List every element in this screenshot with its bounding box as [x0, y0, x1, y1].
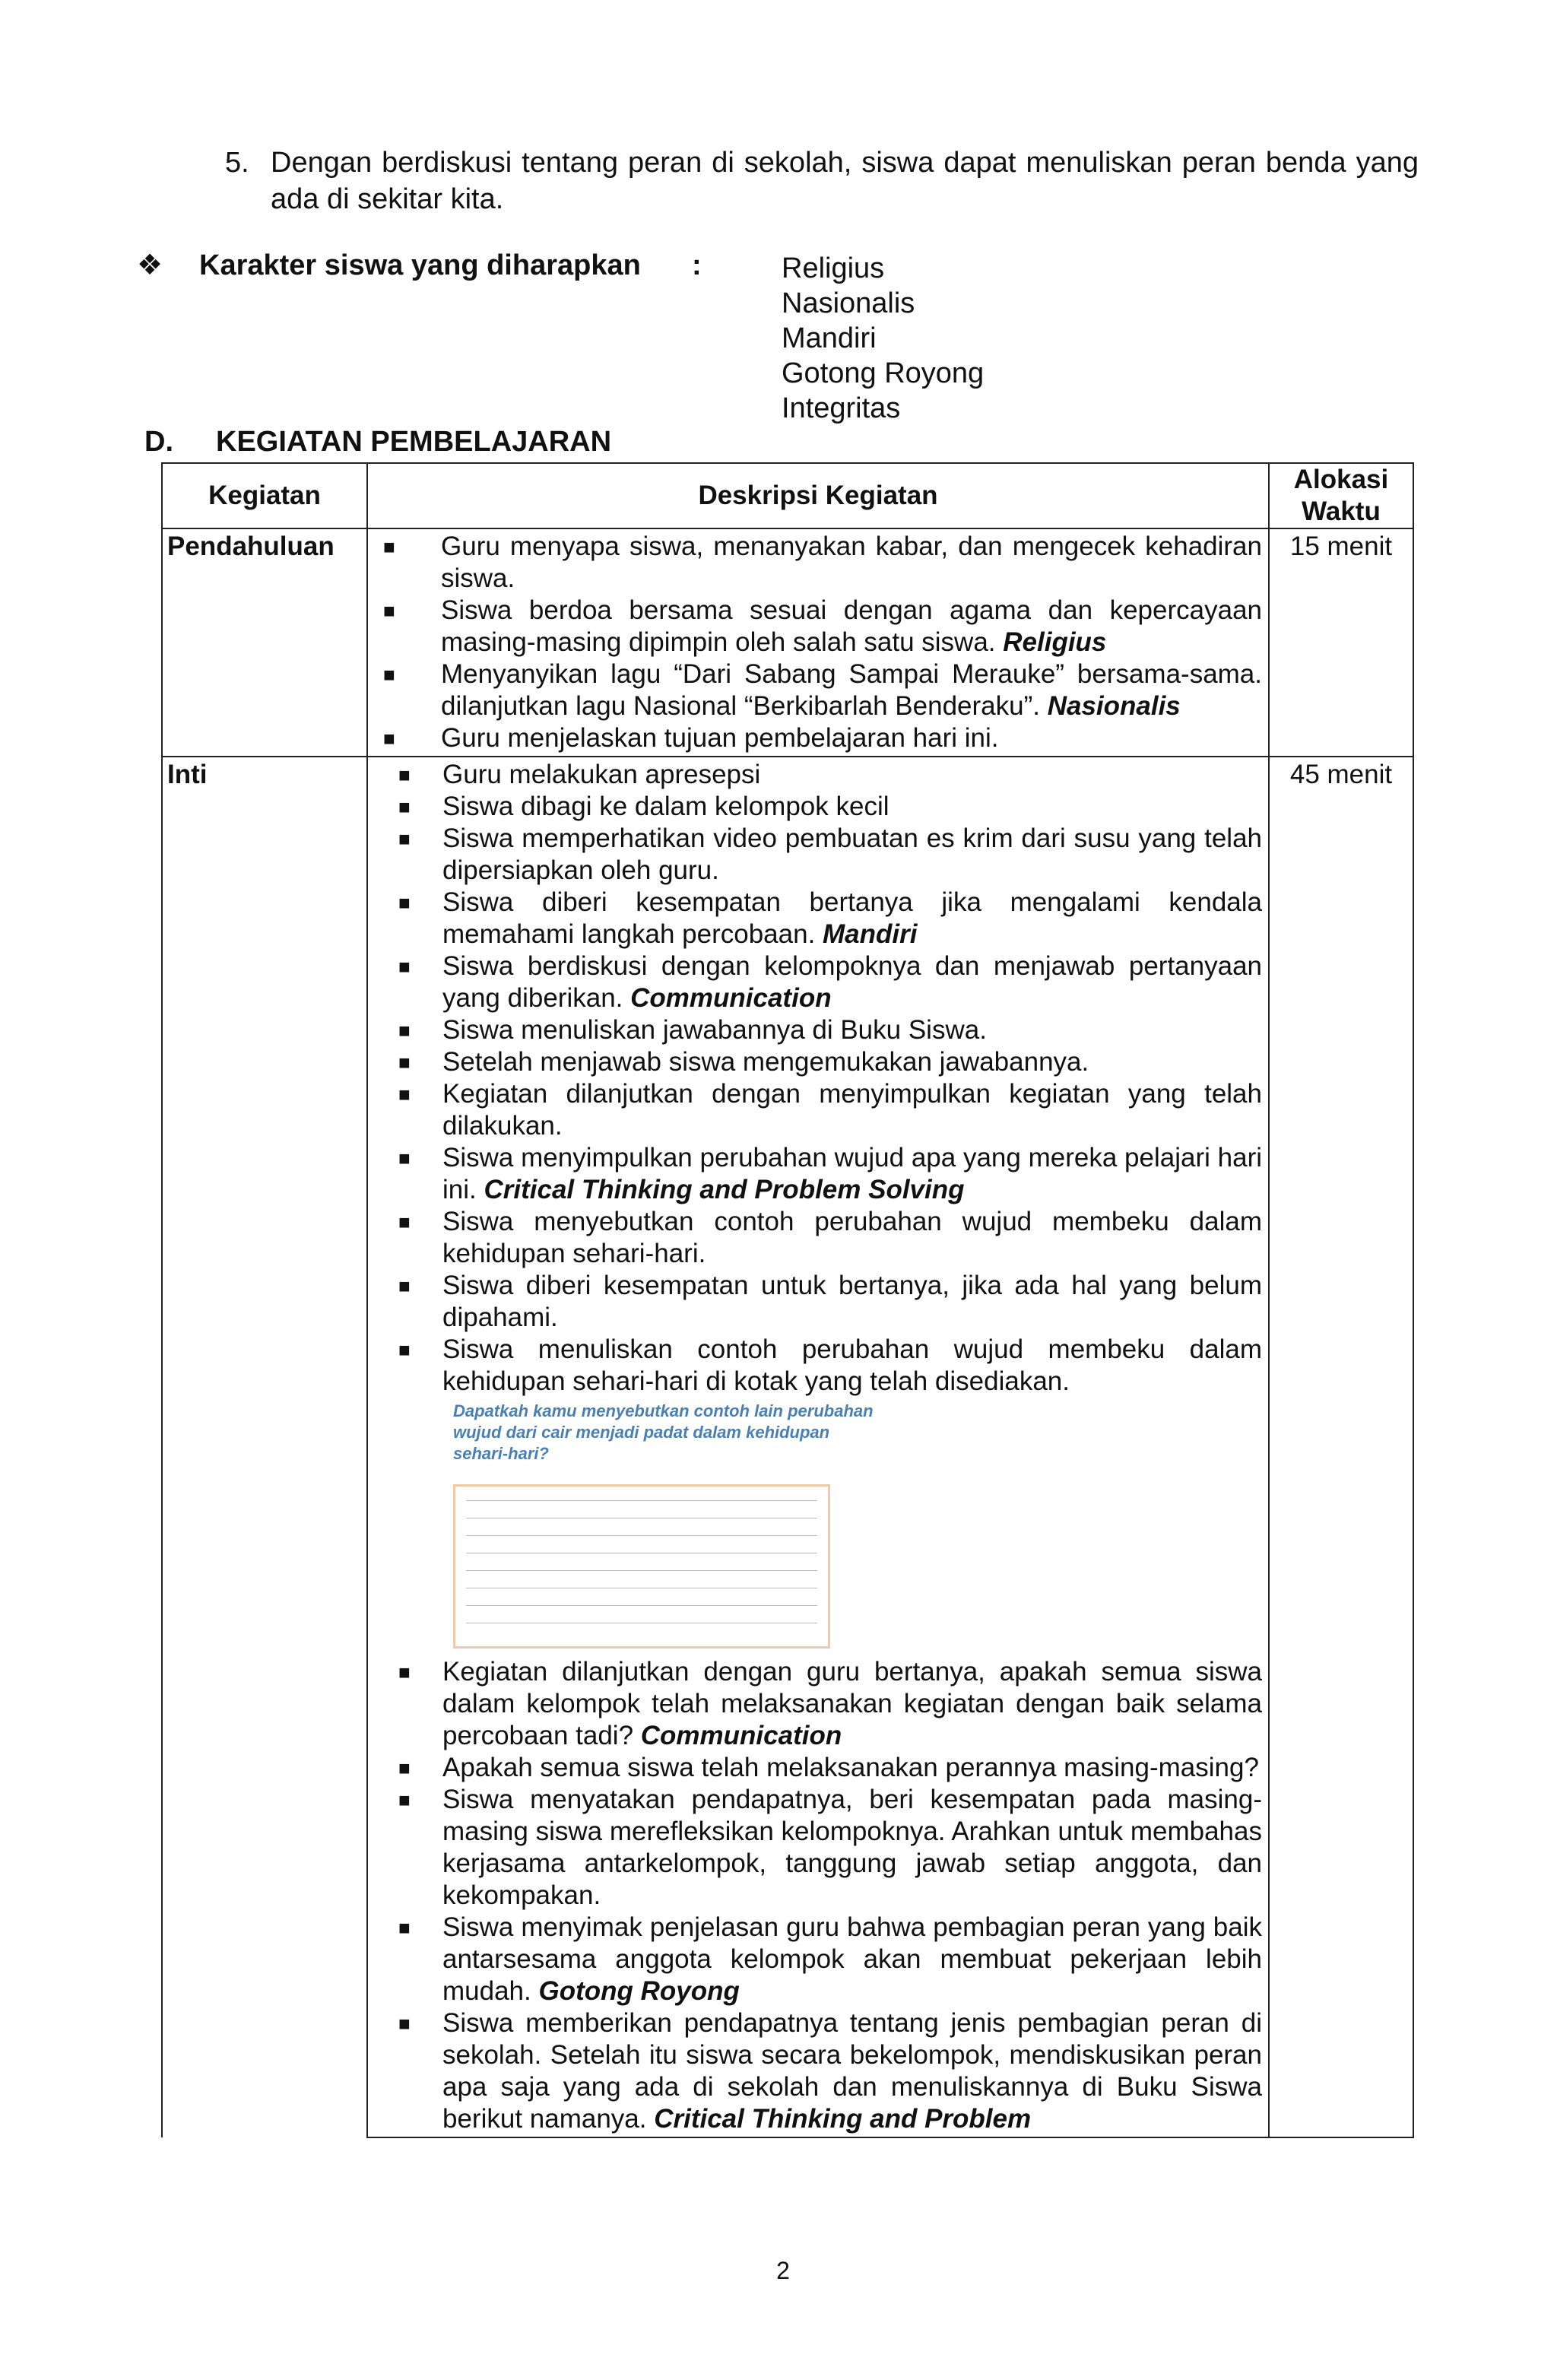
phase-time: 15 menit — [1269, 528, 1413, 757]
item-text: Siswa berdiskusi dengan kelompoknya dan menjawab pertanyaan yang diberikan. — [442, 951, 1262, 1013]
square-bullet-icon: ■ — [398, 1147, 411, 1169]
square-bullet-icon: ■ — [398, 2012, 411, 2035]
section-title: KEGIATAN PEMBELAJARAN — [216, 426, 612, 458]
list-item — [373, 759, 1262, 791]
item-text: Siswa menuliskan contoh perubahan wujud membeku dalam kehidupan sehari-hari di kotak yang telah disediakan. — [442, 1334, 1262, 1396]
item-text: Guru menyapa siswa, menanyakan kabar, dan mengecek kehadiran siswa. — [441, 532, 1262, 593]
list-item — [373, 1078, 1262, 1142]
character-tag: Nasionalis — [1047, 691, 1181, 721]
list-item — [373, 1142, 1262, 1206]
character-value: Mandiri — [782, 322, 877, 354]
list-item — [373, 595, 1262, 658]
list-item — [373, 1206, 1262, 1270]
character-value: Integritas — [782, 392, 901, 424]
character-colon: : — [692, 249, 702, 281]
list-item — [373, 1656, 1262, 1752]
item-text: Guru menjelaskan tujuan pembelajaran hari ini. — [441, 723, 999, 753]
activity-table — [161, 462, 1414, 2138]
answer-line — [466, 1623, 817, 1640]
phase-name: Inti — [162, 757, 367, 2137]
list-item — [373, 1014, 1262, 1046]
character-tag: Communication — [630, 983, 832, 1013]
item-text: Siswa menyimpulkan perubahan wujud apa yang mereka pelajari hari ini. — [442, 1143, 1262, 1204]
item-text: Setelah menjawab siswa mengemukakan jawabannya. — [442, 1047, 1089, 1077]
item-text: Siswa diberi kesempatan bertanya jika mengalami kendala memahami langkah percobaan. — [442, 887, 1262, 949]
square-bullet-icon: ■ — [398, 1756, 411, 1779]
answer-line — [466, 1570, 817, 1588]
list-item — [373, 1046, 1262, 1078]
character-tag: Critical Thinking and Problem — [654, 2104, 1032, 2134]
character-values — [782, 251, 1086, 426]
square-bullet-icon: ■ — [398, 1788, 411, 1811]
answer-line — [466, 1588, 817, 1605]
answer-line — [466, 1535, 817, 1553]
table-row-pendahuluan — [162, 528, 1413, 757]
square-bullet-icon: ■ — [398, 1083, 411, 1106]
square-bullet-icon: ■ — [398, 1019, 411, 1042]
square-bullet-icon: ■ — [398, 1661, 411, 1683]
answer-line — [466, 1553, 817, 1570]
square-bullet-icon: ■ — [383, 727, 395, 750]
square-bullet-icon: ■ — [398, 1211, 411, 1233]
square-bullet-icon: ■ — [398, 1051, 411, 1074]
item-text: Siswa menyebutkan contoh perubahan wujud membeku dalam kehidupan sehari-hari. — [442, 1207, 1262, 1268]
square-bullet-icon: ■ — [383, 663, 395, 686]
answer-line — [466, 1518, 817, 1535]
item-text: Kegiatan dilanjutkan dengan menyimpulkan kegiatan yang telah dilakukan. — [442, 1079, 1262, 1141]
character-tag: Communication — [640, 1721, 842, 1750]
activity-list — [373, 1656, 1262, 2135]
worksheet-image — [453, 1401, 879, 1649]
list-item — [373, 950, 1262, 1014]
character-value: Religius — [782, 252, 885, 284]
list-item — [373, 658, 1262, 722]
worksheet-prompt: Dapatkah kamu menyebutkan contoh lain perubahan wujud dari cair menjadi padat dalam kehidupan sehari-hari? — [453, 1401, 874, 1463]
item-text: Kegiatan dilanjutkan dengan guru bertanya, apakah semua siswa dalam kelompok telah melaksanakan kegiatan dengan baik selama percobaan tadi? — [442, 1657, 1262, 1750]
list-item — [373, 1912, 1262, 2007]
square-bullet-icon: ■ — [398, 891, 411, 914]
item-text: Apakah semua siswa telah melaksanakan perannya masing-masing? — [442, 1753, 1259, 1782]
square-bullet-icon: ■ — [383, 535, 395, 558]
item-text: Siswa memperhatikan video pembuatan es krim dari susu yang telah dipersiapkan oleh guru. — [442, 823, 1262, 885]
character-value: Gotong Royong — [782, 357, 985, 389]
item-text: Siswa menyatakan pendapatnya, beri kesempatan pada masing-masing siswa merefleksikan kelompoknya. Arahkan untuk membahas kerjasama antarkelompok, tanggung jawab setiap anggota, dan kekompakan. — [442, 1785, 1262, 1910]
header-deskripsi: Deskripsi Kegiatan — [367, 463, 1269, 528]
phase-time: 45 menit — [1269, 757, 1413, 2137]
square-bullet-icon: ■ — [398, 827, 411, 850]
list-item — [373, 1752, 1262, 1784]
answer-box — [453, 1484, 830, 1649]
item-text: Siswa berdoa bersama sesuai dengan agama dan kepercayaan masing-masing dipimpin oleh salah satu siswa. — [441, 595, 1262, 657]
objective-number: 5. — [225, 147, 249, 179]
square-bullet-icon: ■ — [398, 1338, 411, 1361]
phase-description — [367, 757, 1269, 2137]
character-tag: Mandiri — [823, 919, 918, 949]
square-bullet-icon: ■ — [398, 1916, 411, 1939]
list-item — [373, 887, 1262, 950]
item-text: Siswa dibagi ke dalam kelompok kecil — [442, 792, 889, 821]
character-tag: Gotong Royong — [538, 1976, 740, 2006]
phase-description — [367, 528, 1269, 757]
list-item — [373, 1784, 1262, 1912]
list-item — [373, 1334, 1262, 1398]
item-text: Siswa menuliskan jawabannya di Buku Siswa. — [442, 1015, 987, 1045]
page-number: 2 — [776, 2257, 790, 2284]
square-bullet-icon: ■ — [398, 1274, 411, 1297]
list-item — [373, 2007, 1262, 2135]
square-bullet-icon: ■ — [398, 795, 411, 818]
character-value: Nasionalis — [782, 287, 915, 319]
learning-objective-5 — [225, 144, 1419, 217]
phase-name: Pendahuluan — [162, 528, 367, 757]
activity-list — [373, 759, 1262, 1398]
item-text: Siswa memberikan pendapatnya tentang jenis pembagian peran di sekolah. Setelah itu siswa secara bekelompok, mendiskusikan peran apa saja yang ada di sekolah dan menuliskannya di Buku Siswa berikut namanya. — [442, 2008, 1262, 2134]
answer-line — [466, 1500, 817, 1518]
list-item — [373, 722, 1262, 754]
answer-line — [466, 1605, 817, 1623]
diamond-bullet-icon: ❖ — [137, 249, 163, 281]
character-tag: Critical Thinking and Problem Solving — [484, 1175, 965, 1204]
objective-text: Dengan berdiskusi tentang peran di sekolah, siswa dapat menuliskan peran benda yang ada di sekitar kita. — [271, 147, 1419, 215]
table-row-inti — [162, 757, 1413, 2137]
table-header-row — [162, 463, 1413, 528]
character-label: Karakter siswa yang diharapkan — [199, 249, 641, 281]
item-text: Menyanyikan lagu “Dari Sabang Sampai Merauke” bersama-sama. dilanjutkan lagu Nasional “Berkibarlah Benderaku”. — [441, 659, 1262, 721]
header-alokasi: Alokasi Waktu — [1269, 463, 1413, 528]
character-tag: Religius — [1003, 627, 1107, 657]
list-item — [373, 531, 1262, 595]
square-bullet-icon: ■ — [383, 599, 395, 622]
list-item — [373, 823, 1262, 887]
header-kegiatan: Kegiatan — [162, 463, 367, 528]
activity-list — [373, 531, 1262, 754]
item-text: Siswa menyimak penjelasan guru bahwa pembagian peran yang baik antarsesama anggota kelompok akan membuat pekerjaan lebih mudah. — [442, 1912, 1262, 2006]
section-letter: D. — [144, 426, 173, 458]
list-item — [373, 1270, 1262, 1334]
item-text: Siswa diberi kesempatan untuk bertanya, jika ada hal yang belum dipahami. — [442, 1271, 1262, 1332]
square-bullet-icon: ■ — [398, 955, 411, 978]
square-bullet-icon: ■ — [398, 763, 411, 786]
list-item — [373, 791, 1262, 823]
item-text: Guru melakukan apresepsi — [442, 760, 761, 789]
